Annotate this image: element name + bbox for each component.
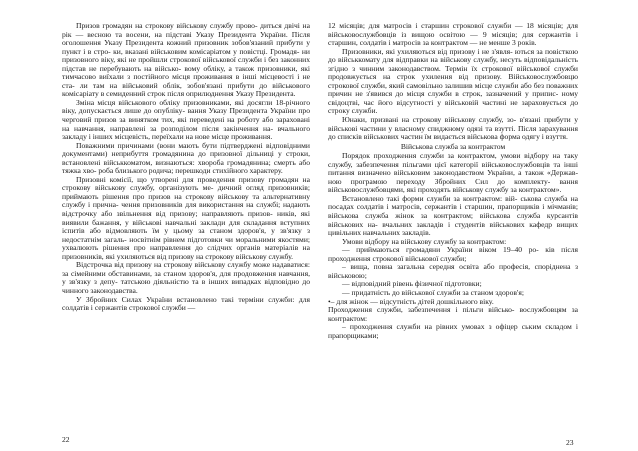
paragraph: Призовники, які ухиляються від призову і не з'явля- ються за повісткою до військкомату для відправки на військову службу, несуть відповідальність згідно з чинним законодавством. Термін їх строкової військової служби продовжується на строк ухилення від призову. Військовослужбовцю строкової служби, який самовільно залишив місце служби або без поважних причин не з'явився до місця служби в строк, зазначений у припис- ному свідоцтві, час його відсутності у військовій частині не зараховується до строку служби. bbox=[328, 46, 578, 116]
paragraph: Відстрочка від призову на строкову військову службу може надаватися: за сімейними обставинами, за станом здоров'я, для продовження навчання, у зв'язку з депу- татською діяльністю та в інших випадках відповідно до чинного законодавства. bbox=[62, 260, 310, 295]
list-item: — придатність до військової служби за станом здоров'я; bbox=[342, 287, 524, 297]
page-number-left: 22 bbox=[62, 435, 70, 444]
paragraph: Юнаки, призвані на строкову військову службу, зо- в'язані прибути у військові частини у власному спиджному одязі та взутті. Після зарахування до списків військових частин їм видається військова форма одягу і взуття. bbox=[328, 115, 578, 142]
section-heading: Військова служба за контрактом bbox=[400, 141, 506, 151]
paragraph: У Збройних Силах України встановлено такі терміни служби: для солдатів і сержантів строкової служби — bbox=[62, 294, 310, 313]
paragraph: Порядок проходження служби за контрактом, умови відбору на таку службу, забезпечення пільгами цієї категорії військовослужбовців та інші питання визначено військовим законодавством України, а також «Держав- ною програмою переходу Збройних Сил до комплекту- вання військовослужбовцями, які проходять військову службу за контрактом». bbox=[328, 151, 578, 195]
list-item: — приймаються громадяни України віком 19–40 ро- ків після проходження строкової військової служби; bbox=[328, 245, 578, 263]
paragraph: Встановлено такі форми служби за контрактом: вій- ськова служба на посадах солдатів і матросів, сержантів і старшин, прапорщиків і мічманів; військова служба жінок за контрактом; військова служба курсантів військових на- вчальних закладів і студентів військових кафедр вищих цивільних навчальних закладів. bbox=[328, 193, 578, 238]
paragraph: 12 місяців; для матросів і старшин строкової служби — 18 місяців; для військовослужбовців із вищою освітою — 9 місяців; для сержантів і старшин, солдатів і матросів за контрактом — не менше 3 років. bbox=[328, 21, 578, 48]
paragraph: Призовні комісії, що утворені для проведення призову громадян на строкову військову службу, організують ме- дичний огляд призовників; приймають рішення про призов на строкову військову та альтернативну службу і прична- чення призовників для використання на службі; надають відстрочку або звільнення від призову; направляють призов- ників, які виявили бажання, у військові навчальні заклади для складання вступних іспитів або відмовляють їм у цьому за станом здоров'я, у зв'язку з недостатнім загаль- носвітнім рівнем підготовки чи моральними якостями; ухвалюють рішення про направлення до слідчих органів матеріалів на призовників, які ухиляються від призову на строкову військову службу. bbox=[62, 174, 310, 261]
paragraph: Поважними причинами (вони мають бути підтверджені відповідними документами) неприбуття громадянина до призовної дільниці у строки, встановлені військкоматом, визнаються: хвороба громадянина; смерть або тяжка хво- роба близького родича; перешкоди стихійного характеру. bbox=[62, 140, 310, 176]
list-item: •– для жінок — відсутність дітей дошкільного віку. bbox=[328, 296, 494, 306]
left-page bbox=[62, 22, 310, 313]
list-item: – вища, повна загальна середня освіта або професія, споріднена з військовою; bbox=[328, 262, 578, 280]
page-number-right: 23 bbox=[566, 438, 574, 447]
paragraph: Зміна місця військового обліку призовниками, які досягли 18-річного віку, допускається лише до опубліку- вання Указу Президента України про черговий призов за винятком тих, які переведені на роботу або зараховані на навчання, направлені за розподілом після закінчення на- вчального закладу і інших місцевість, переїхали на нове місце проживання. bbox=[62, 97, 310, 142]
paragraph: Умови відбору на військову службу за контрактом: bbox=[342, 236, 507, 246]
right-page bbox=[328, 22, 578, 340]
list-item: — відповідний рівень фізичної підготовки; bbox=[342, 279, 482, 289]
list-item: – проходження служби на рівних умовах з офіцер ським складом і прапорщиками; bbox=[328, 322, 578, 340]
paragraph: Призов громадян на строкову військову службу прово- диться двічі на рік — весною та восени, на підставі Указу Президента України. Після оголошення Указу Президента кожний призовник зобов'язаний прибути у пункт і в стро- ки, вказані військовим комісаріатом у повістці. Громадя- ни призовного віку, які не пройшли строкової військової служби і без законних підстав не перебувають на військо- вому обліку, а також призовники, які тимчасово виїхали з постійного місця проживання в інші місцевості і не ста- ли там на військовий облік, зобов'язані прибути до військового комісаріату в семиденний строк після оприлюднення Указу Президента. bbox=[62, 21, 310, 99]
paragraph: Проходження служби, забезпечення і пільги військо- вослужбовцям за контрактом: bbox=[328, 305, 578, 323]
